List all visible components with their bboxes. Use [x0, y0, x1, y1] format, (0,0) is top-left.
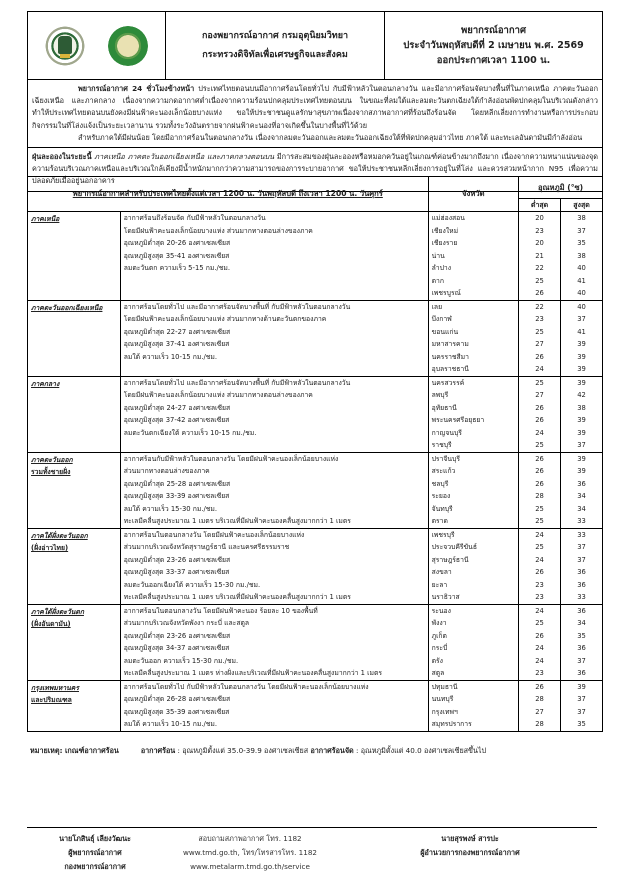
province-name: บึงกาฬ [431, 315, 452, 323]
province-name: ระยอง [431, 492, 451, 500]
table-header-temperature: อุณหภูมิ (°ซ) [519, 177, 603, 199]
forecast-line: ส่วนมากบริเวณจังหวัดพังงา กระบี่ และสตูล [123, 619, 250, 627]
min-temp: 24 [535, 555, 544, 564]
max-temp: 41 [577, 327, 586, 336]
min-temp: 22 [535, 302, 544, 311]
min-temp: 21 [535, 251, 544, 260]
title-line-1: พยากรณ์อากาศ [461, 25, 526, 36]
max-temp: 37 [577, 656, 586, 665]
max-temp-list [561, 376, 603, 452]
forecaster-role: ผู้พยากรณ์อากาศ [68, 848, 122, 857]
min-temp: 28 [535, 695, 544, 703]
province-list [428, 300, 518, 376]
region-forecast-text [120, 212, 428, 301]
max-temp: 35 [577, 239, 586, 247]
forecast-line: ส่วนมากทางตอนล่างของภาค [123, 467, 210, 475]
forecast-line: อากาศร้อนโดยทั่วไป และมีอากาศร้อนจัดบางพื้นที่ กับมีฟ้าหลัวในตอนกลางวัน [123, 378, 351, 387]
max-temp: 37 [577, 315, 586, 323]
province-name: พังงา [431, 619, 447, 627]
region-subname: (ฝั่งอันดามัน) [31, 620, 71, 628]
max-temp: 36 [577, 669, 586, 677]
forecast-line: ลมใต้ ความเร็ว 15-30 กม./ชม. [123, 504, 218, 513]
title-line-3: ออกประกาศเวลา 1100 น. [436, 55, 551, 66]
min-temp-list [519, 528, 561, 604]
province-list [428, 212, 518, 301]
document-title [385, 12, 602, 79]
forecast-line: โดยมีฝนฟ้าคะนองเล็กน้อยบางแห่ง ส่วนมากทางด้านตะวันตกของภาค [123, 315, 327, 323]
forecast-line: อุณหภูมิสูงสุด 35-39 องศาเซลเซียส [123, 707, 230, 716]
province-name: ภูเก็ต [431, 631, 447, 640]
region-forecast-text [120, 528, 428, 604]
region-label [28, 528, 121, 604]
org-line-2: กระทรวงดิจิทัลเพื่อเศรษฐกิจและสังคม [202, 49, 348, 60]
min-temp-list [519, 300, 561, 376]
region-subname: และปริมณฑล [31, 696, 72, 704]
max-temp: 39 [577, 428, 586, 437]
min-temp-list [519, 604, 561, 680]
region-name: ภาคกลาง [31, 379, 60, 388]
province-name: เพชรบุรี [431, 530, 455, 539]
forecast-line: อุณหภูมิสูงสุด 34-37 องศาเซลเซียส [123, 644, 230, 652]
document-frame [27, 11, 603, 192]
forecast-line: อากาศร้อนโดยทั่วไป และมีอากาศร้อนจัดบางพื้นที่ กับมีฟ้าหลัวในตอนกลางวัน [123, 302, 351, 311]
province-name: แม่ฮ่องสอน [431, 214, 465, 222]
province-name: ลพบุรี [431, 391, 449, 399]
forecast-line: อากาศร้อนกับมีฟ้าหลัวในตอนกลางวัน โดยมีฝนฟ้าคะนองเล็กน้อยบางแห่ง [123, 454, 339, 463]
table-row [28, 376, 603, 452]
max-temp-list [561, 680, 603, 731]
max-temp: 34 [577, 619, 586, 627]
province-name: นครสวรรค์ [431, 378, 465, 387]
min-temp: 25 [535, 441, 544, 449]
province-name: ตราด [431, 517, 448, 525]
max-temp: 38 [577, 251, 586, 260]
region-subname: รวมทั้งชายฝั่ง [31, 468, 71, 476]
forecast-line: ลมตะวันออก ความเร็ว 15-30 กม./ชม. [123, 656, 239, 665]
min-temp: 26 [535, 682, 544, 691]
max-temp: 42 [577, 391, 586, 399]
max-temp: 33 [577, 530, 586, 539]
province-name: ขอนแก่น [431, 327, 459, 336]
table-header-min: ต่ำสุด [519, 199, 561, 212]
province-name: เชียงราย [431, 239, 458, 247]
note-label: หมายเหตุ: เกณฑ์อากาศร้อน [30, 746, 119, 755]
min-temp: 26 [535, 454, 544, 463]
forecast-line: อากาศร้อนในตอนกลางวัน โดยมีฝนฟ้าคะนอง ร้อยละ 10 ของพื้นที่ [123, 606, 318, 615]
region-label [28, 376, 121, 452]
forecast-line: ทะเลมีคลื่นสูงประมาณ 1 เมตร บริเวณที่มีฝนฟ้าคะนองคลื่นสูงมากกว่า 1 เมตร [123, 517, 351, 525]
min-temp: 23 [535, 580, 544, 589]
province-name: ยะลา [431, 580, 448, 589]
min-temp: 25 [535, 543, 544, 551]
min-temp: 24 [535, 644, 544, 652]
forecast-line [124, 439, 425, 452]
province-list [428, 604, 518, 680]
forecast-line: ทะเลมีคลื่นสูงประมาณ 1 เมตร บริเวณที่มีฝนฟ้าคะนองคลื่นสูงมากกว่า 1 เมตร [123, 593, 351, 601]
min-temp: 25 [535, 619, 544, 627]
hot-label: อากาศร้อน [140, 746, 176, 755]
region-label [28, 212, 121, 301]
min-temp: 23 [535, 669, 544, 677]
max-temp: 41 [577, 276, 586, 285]
min-temp: 22 [535, 264, 544, 272]
forecast-line [124, 363, 425, 376]
min-temp: 26 [535, 403, 544, 412]
province-name: จันทบุรี [431, 504, 453, 513]
dust-body: มีการสะสมของฝุ่นละอองหรือหมอกควันอยู่ในเกณฑ์ค่อนข้างมากถึงมาก เนื่องจากความหนาแน่นของจุดความร้อนบริเวณภาคเหนือและบริเวณใกล้เคียงมีน้ำหนักมากกว่าความสามารถของการระบายอากาศ ขอให้ประชาชนหลีกเลี่ยงการอยู่ในที่โล่ง และควรสวมหน้ากาก N95 เพื่อความปลอดภัยเมื่ออยู่นอกอาคาร [32, 152, 598, 186]
forecast-line: โดยมีฝนฟ้าคะนองเล็กน้อยบางแห่ง ส่วนมากทางตอนล่างของภาค [123, 391, 313, 399]
table-row [28, 604, 603, 680]
very-hot-text: : อุณหภูมิตั้งแต่ 40.0 องศาเซลเซียสขึ้นไป [353, 746, 487, 755]
min-temp: 27 [535, 707, 544, 716]
dust-regions: ภาคเหนือ ภาคตะวันออกเฉียงเหนือ และภาคกลางตอนบน [91, 152, 275, 162]
max-temp-list [561, 528, 603, 604]
min-temp: 24 [535, 365, 544, 373]
max-temp: 33 [577, 593, 586, 601]
max-temp: 37 [577, 707, 586, 716]
max-temp-list [561, 300, 603, 376]
province-list [428, 452, 518, 528]
province-name: พระนครศรีอยุธยา [431, 416, 485, 424]
min-temp: 26 [535, 467, 544, 475]
forecast-line: อุณหภูมิต่ำสุด 20-26 องศาเซลเซียส [123, 239, 231, 247]
organization-name [166, 12, 385, 79]
forecast-line: ลมใต้ ความเร็ว 10-15 กม./ชม. [123, 720, 218, 728]
region-subname: (ฝั่งอ่าวไทย) [31, 544, 69, 552]
province-name: สุราษฎร์ธานี [431, 555, 469, 564]
min-temp: 25 [535, 517, 544, 525]
forecast-line: โดยมีฝนฟ้าคะนองเล็กน้อยบางแห่ง ส่วนมากทางตอนล่างของภาค [123, 226, 313, 235]
max-temp: 36 [577, 644, 586, 652]
min-temp: 24 [535, 606, 544, 615]
forecast-line: อุณหภูมิสูงสุด 35-41 องศาเซลเซียส [123, 251, 230, 260]
min-temp: 26 [535, 352, 544, 361]
forecast-line: อุณหภูมิต่ำสุด 23-26 องศาเซลเซียส [123, 631, 231, 640]
province-list [428, 528, 518, 604]
province-name: อุบลราชธานี [431, 365, 469, 373]
region-name: ภาคตะวันออกเฉียงเหนือ [31, 303, 103, 312]
min-temp: 23 [535, 315, 544, 323]
forecast-lead: พยากรณ์อากาศ 24 ชั่วโมงข้างหน้า [78, 84, 195, 93]
forecast-line: อุณหภูมิต่ำสุด 26-28 องศาเซลเซียส [123, 695, 231, 703]
province-name: นครราชสีมา [431, 352, 469, 361]
max-temp: 37 [577, 543, 586, 551]
province-name: สมุทรปราการ [431, 720, 472, 728]
forecaster-name: นายโภสินธุ์ เลียงวัฒนะ [59, 834, 131, 843]
max-temp-list [561, 452, 603, 528]
province-name: อุทัยธานี [431, 403, 457, 412]
province-name: น่าน [431, 251, 445, 260]
forecast-line: อากาศร้อนในตอนกลางวัน โดยมีฝนฟ้าคะนองเล็กน้อยบางแห่ง [123, 530, 305, 539]
min-temp: 25 [535, 327, 544, 336]
forecast-line: ลมตะวันตกเฉียงใต้ ความเร็ว 10-15 กม./ชม. [123, 428, 257, 437]
min-temp: 20 [535, 239, 544, 247]
max-temp: 39 [577, 340, 586, 348]
forecast-line: อุณหภูมิสูงสุด 37-42 องศาเซลเซียส [123, 416, 230, 424]
table-row [28, 212, 603, 301]
province-name: เลย [431, 302, 443, 311]
forecast-line: อุณหภูมิต่ำสุด 25-28 องศาเซลเซียส [123, 479, 231, 488]
max-temp: 38 [577, 403, 586, 412]
region-name: ภาคตะวันออก [31, 455, 73, 464]
region-name: กรุงเทพมหานคร [31, 683, 79, 692]
min-temp: 24 [535, 428, 544, 437]
forecast-line: ลมตะวันออกเฉียงใต้ ความเร็ว 15-30 กม./ชม. [123, 580, 261, 589]
province-name: ชลบุรี [431, 479, 449, 488]
table-row [28, 528, 603, 604]
min-temp: 26 [535, 479, 544, 488]
forecast-paragraph [32, 83, 598, 132]
province-name: เพชรบูรณ์ [431, 289, 461, 297]
forecast-line: ลมใต้ ความเร็ว 10-15 กม./ชม. [123, 352, 218, 361]
forecast-line: อุณหภูมิต่ำสุด 24-27 องศาเซลเซียส [123, 403, 231, 412]
table-row [28, 680, 603, 731]
max-temp: 37 [577, 555, 586, 564]
very-hot-label: อากาศร้อนจัด [310, 746, 354, 755]
forecast-line: อุณหภูมิต่ำสุด 23-26 องศาเซลเซียส [123, 555, 231, 564]
max-temp: 39 [577, 416, 586, 424]
province-name: ราชบุรี [431, 441, 452, 449]
max-temp: 40 [577, 289, 586, 297]
province-name: ประจวบคีรีขันธ์ [431, 543, 477, 551]
dust-lead: ฝุ่นละอองในระยะนี้ [32, 152, 92, 162]
max-temp: 39 [577, 365, 586, 373]
max-temp: 36 [577, 580, 586, 589]
min-temp-list [519, 376, 561, 452]
forecast-line: ทะเลมีคลื่นสูงประมาณ 1 เมตร ห่างฝั่งและบริเวณที่มีฝนฟ้าคะนองคลื่นสูงมากกว่า 1 เมตร [123, 669, 383, 677]
director-name: นายสุรพงษ์ สารปะ [441, 834, 499, 843]
forecaster-signature [40, 832, 150, 874]
region-forecast-text [120, 680, 428, 731]
province-name: ลำปาง [431, 264, 452, 272]
max-temp-list [561, 212, 603, 301]
province-name: ตรัง [431, 656, 443, 665]
max-temp: 35 [577, 631, 586, 640]
hot-weather-note [30, 746, 486, 757]
director-signature [390, 832, 550, 860]
min-temp: 26 [535, 568, 544, 576]
province-name: มหาสารคาม [431, 340, 469, 348]
max-temp: 40 [577, 264, 586, 272]
forecast-line [124, 287, 425, 300]
min-temp: 24 [535, 656, 544, 665]
province-name: สตูล [431, 669, 445, 677]
region-label [28, 680, 121, 731]
min-temp: 20 [535, 214, 544, 222]
forecast-line: อากาศร้อนถึงร้อนจัด กับมีฟ้าหลัวในตอนกลางวัน [123, 214, 266, 222]
region-name: ภาคใต้ฝั่งตะวันออก [31, 531, 88, 540]
table-row [28, 452, 603, 528]
region-label [28, 452, 121, 528]
region-name: ภาคใต้ฝั่งตะวันตก [31, 607, 84, 616]
forecast-line: อุณหภูมิต่ำสุด 22-27 องศาเซลเซียส [123, 327, 231, 336]
province-list [428, 376, 518, 452]
logos [28, 12, 166, 79]
forecast-line [124, 275, 425, 288]
table-header-province: จังหวัด [428, 177, 518, 212]
min-temp: 28 [535, 492, 544, 500]
min-temp-list [519, 452, 561, 528]
min-temp: 24 [535, 530, 544, 539]
max-temp: 39 [577, 352, 586, 361]
regional-forecast-table [27, 176, 603, 732]
contact-service-link[interactable]: www.metalarm.tmd.go.th/service [190, 862, 310, 871]
region-forecast-text [120, 604, 428, 680]
province-name: สงขลา [431, 568, 452, 576]
max-temp: 35 [577, 720, 586, 728]
forecast-line: ส่วนมากบริเวณจังหวัดสุราษฎร์ธานี และนครศรีธรรมราช [123, 543, 290, 551]
province-name: ปราจีนบุรี [431, 454, 460, 463]
hot-text: : อุณหภูมิตั้งแต่ 35.0-39.9 องศาเซลเซียส [175, 746, 311, 755]
max-temp: 36 [577, 606, 586, 615]
director-role: ผู้อำนวยการกองพยากรณ์อากาศ [420, 848, 520, 857]
contact-hotline: สอบถามสภาพอากาศ โทร. 1182 [198, 834, 302, 843]
title-line-2: ประจำวันพฤหัสบดีที่ 2 เมษายน พ.ศ. 2569 [403, 40, 584, 51]
province-name: ระนอง [431, 606, 451, 615]
forecast-summary [28, 80, 602, 148]
province-name: ตาก [431, 276, 444, 285]
min-temp: 28 [535, 720, 544, 728]
min-temp: 26 [535, 289, 544, 297]
tmd-emblem-logo [45, 26, 85, 66]
ministry-emblem-logo [108, 26, 148, 66]
region-name: ภาคเหนือ [31, 215, 60, 223]
max-temp: 38 [577, 214, 586, 222]
max-temp: 39 [577, 454, 586, 463]
province-name: นราธิวาส [431, 593, 460, 601]
min-temp: 23 [535, 226, 544, 235]
province-name: กระบี่ [431, 644, 448, 652]
region-label [28, 604, 121, 680]
max-temp: 36 [577, 568, 586, 576]
region-forecast-text [120, 376, 428, 452]
max-temp: 37 [577, 441, 586, 449]
province-name: กรุงเทพฯ [431, 707, 458, 716]
max-temp: 39 [577, 682, 586, 691]
max-temp: 34 [577, 492, 586, 500]
footer-divider [27, 827, 597, 828]
min-temp-list [519, 680, 561, 731]
forecast-line: อุณหภูมิสูงสุด 37-41 องศาเซลเซียส [123, 340, 230, 348]
min-temp: 26 [535, 631, 544, 640]
document-header [28, 12, 602, 80]
max-temp: 40 [577, 302, 586, 311]
min-temp: 26 [535, 416, 544, 424]
min-temp: 27 [535, 340, 544, 348]
forecaster-division: กองพยากรณ์อากาศ [64, 862, 126, 871]
max-temp: 34 [577, 504, 586, 513]
min-temp-list [519, 212, 561, 301]
region-forecast-text [120, 452, 428, 528]
province-name: เชียงใหม่ [431, 226, 459, 235]
province-name: นนทบุรี [431, 695, 454, 703]
max-temp: 36 [577, 479, 586, 488]
table-header-forecast: พยากรณ์อากาศสำหรับประเทศไทยตั้งแต่เวลา 1200 น. วันพฤหัสบดี ถึงเวลา 1200 น. วันศุกร์ [28, 177, 429, 212]
max-temp: 39 [577, 467, 586, 475]
province-name: สระแก้ว [431, 467, 456, 475]
max-temp: 37 [577, 695, 586, 703]
south-paragraph: สำหรับภาคใต้มีฝนน้อย โดยมีอากาศร้อนในตอนกลางวัน เนื่องจากลมตะวันออกและลมตะวันออกเฉียงใต้ที่พัดปกคลุมอ่าวไทย ภาคใต้ และทะเลอันดามันมีกำลังอ่อน [78, 132, 583, 142]
forecast-line: ลมตะวันตก ความเร็ว 5-15 กม./ชม. [123, 264, 231, 272]
max-temp: 33 [577, 517, 586, 525]
min-temp: 25 [535, 378, 544, 387]
max-temp-list [561, 604, 603, 680]
region-label [28, 300, 121, 376]
contact-website-link[interactable]: www.tmd.go.th, โทร/โทรสารโทร. 1182 [183, 848, 317, 857]
province-name: ปทุมธานี [431, 682, 458, 691]
table-row [28, 300, 603, 376]
region-forecast-text [120, 300, 428, 376]
province-name: กาญจนบุรี [431, 428, 462, 437]
max-temp: 37 [577, 226, 586, 235]
contact-info [170, 832, 330, 874]
forecast-line: อุณหภูมิสูงสุด 33-37 องศาเซลเซียส [123, 568, 230, 576]
min-temp: 25 [535, 276, 544, 285]
forecast-line: อุณหภูมิสูงสุด 33-39 องศาเซลเซียส [123, 492, 230, 500]
province-list [428, 680, 518, 731]
forecast-body: ประเทศไทยตอนบนมีอากาศร้อนโดยทั่วไป กับมีฟ้าหลัวในตอนกลางวัน และมีอากาศร้อนจัดบางพื้นที่ในภาคเหนือ ภาคตะวันออกเฉียงเหนือ และภาคกลาง เนื่องจากความกดอากาศต่ำเนื่องจากความร้อนปกคลุมประเทศไทยตอนบน ในขณะที่ลมใต้และลมตะวันตกเฉียงใต้กำลังอ่อนพัดปกคลุมในบริเวณดังกล่าว ทำให้ประเทศไทยตอนบนยังคงมีฝนฟ้าคะนองเล็กน้อยบางแห่ง ขอให้ประชาชนดูแลรักษาสุขภาพเนื่องจากสภาพอากาศที่ร้อนถึงร้อนจัด โดยหลีกเลี่ยงการทำงานหรือการประกอบกิจกรรมในที่โล่งแจ้งเป็นระยะเวลานาน รวมทั้งระวังอันตรายจากฝนฟ้าคะนองที่อาจเกิดขึ้นในบางพื้นที่ไว้ด้วย [32, 84, 598, 130]
table-header-max: สูงสุด [561, 199, 603, 212]
max-temp: 39 [577, 378, 586, 387]
min-temp: 27 [535, 391, 544, 399]
forecast-line: อากาศร้อนโดยทั่วไป กับมีฟ้าหลัวในตอนกลางวัน โดยมีฝนฟ้าคะนองเล็กน้อยบางแห่ง [123, 682, 369, 691]
min-temp: 25 [535, 504, 544, 513]
org-line-1: กองพยากรณ์อากาศ กรมอุตุนิยมวิทยา [201, 30, 349, 41]
min-temp: 23 [535, 593, 544, 601]
